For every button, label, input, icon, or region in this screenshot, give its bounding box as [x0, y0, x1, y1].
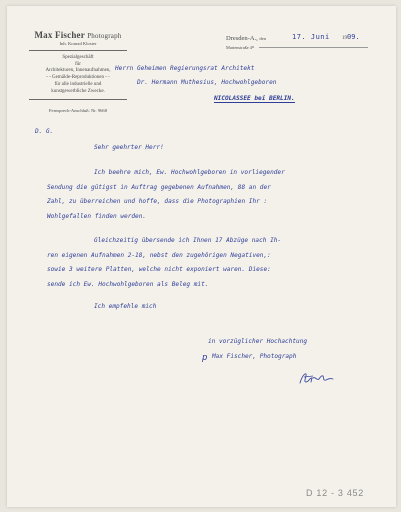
- closing-line: in vorzüglicher Hochachtung: [208, 338, 308, 345]
- letterhead-divider: [29, 99, 127, 100]
- city: Dresden-A.,: [226, 35, 258, 42]
- body-line: Sendung die gütigst in Auftrag gegebenen Aufnahmen, 88 an der: [47, 184, 271, 191]
- body-line: Zahl, zu überreichen und hoffe, dass die Photographien Ihr :: [47, 198, 268, 205]
- letter-page: [7, 6, 396, 507]
- place-date: [226, 33, 360, 50]
- den-label: den: [259, 36, 266, 41]
- street-address: Marienstraße 4¹¹: [226, 45, 255, 50]
- body-line: Gleichzeitig übersende ich Ihnen 17 Abzüge nach Ih-: [94, 237, 282, 244]
- letterhead-line: für: [75, 61, 81, 67]
- salutation: Sehr geehrter Herr!: [94, 144, 164, 151]
- faint-watermark: ~: [137, 136, 149, 161]
- addressee-place: NICOLASSEE bei BERLIN.: [214, 95, 295, 102]
- dg-mark: D. G.: [35, 128, 54, 135]
- letter-date: 17. Juni: [292, 33, 330, 41]
- letterhead-name: Max Fischer: [34, 30, 85, 40]
- letterhead-phone: Fernsprech-Anschluß: Nr. 9668: [48, 108, 108, 114]
- letterhead-occupation: Photograph: [87, 32, 122, 40]
- letter-year: 1909.: [342, 33, 360, 41]
- letterhead-line: Architekturen, Innenaufnahmen,: [45, 68, 111, 74]
- body-line: Ich beehre mich, Ew. Hochwohlgeboren in vorliegender: [94, 169, 285, 176]
- body-line: Ich empfehle mich: [94, 303, 157, 310]
- per-procura-mark: p: [202, 353, 208, 363]
- addressee-line: Herrn Geheimen Regierungsrat Architekt: [115, 65, 255, 72]
- closing-line: Max Fischer, Photograph: [212, 353, 297, 360]
- body-line: sende ich Ew. Hochwohlgeboren als Beleg mit.: [47, 281, 209, 288]
- date-rule: [259, 47, 368, 48]
- letterhead-line: kunstgewerbliche Zwecke.: [51, 88, 105, 94]
- handwritten-signature: [297, 370, 337, 386]
- body-line: ren eigenen Aufnahmen 2-18, nebst den zugehörigen Negativen,:: [47, 252, 271, 259]
- body-line: sowie 3 weitere Platten, welche nicht exponiert waren. Diese:: [47, 266, 271, 273]
- body-line: Wohlgefallen finden werden.: [47, 213, 147, 220]
- archive-number-stamp: D 12 - 3 452: [306, 488, 364, 498]
- letterhead-line: für alle industrielle und: [54, 81, 102, 87]
- letterhead-inhaber: Inh. Konrad Kloster: [59, 41, 97, 46]
- letterhead-divider: [29, 50, 127, 51]
- letterhead-line: Spezialgeschäft: [62, 55, 94, 60]
- letterhead-line: - - Gemälde-Reproduktionen - -: [46, 75, 110, 81]
- addressee-line: Dr. Hermann Muthesius, Hochwohlgeboren: [137, 79, 277, 86]
